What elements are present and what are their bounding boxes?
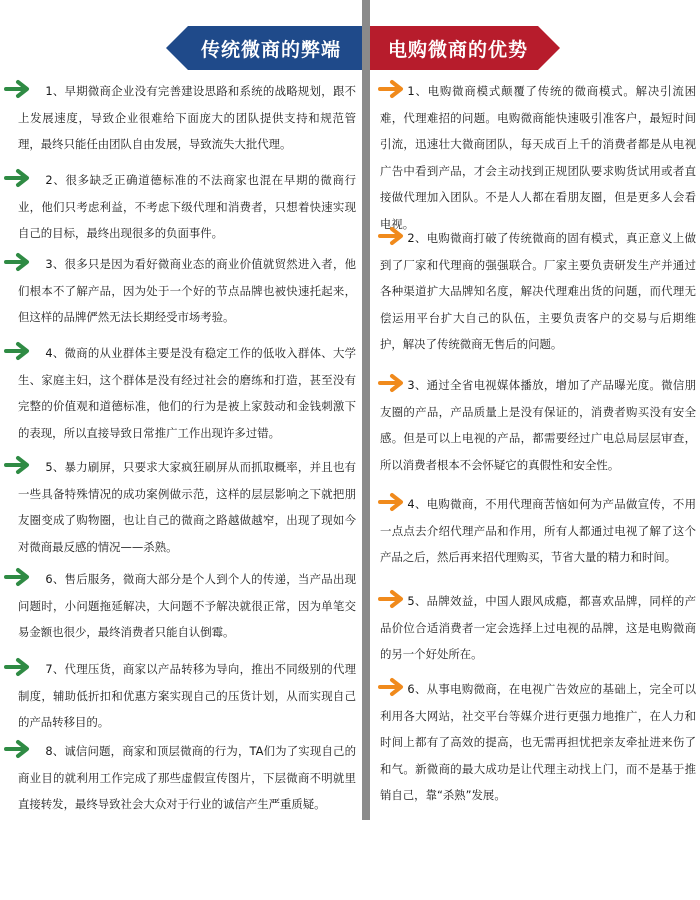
green-arrow-icon — [4, 566, 32, 588]
orange-arrow-icon — [378, 491, 406, 513]
right-item-text: 1、电购微商模式颠覆了传统的微商模式。解决引流困难，代理难招的问题。电购微商能快速吸引准客户，最短时间引流，迅速壮大微商团队，每天成百上千的消费者都是从电视广告中看到产品，才会主动找到正规团队要求购货试用或者直接做代理加入团队。不是人人都在看朋友圈，但是更多人会看电视。 — [380, 84, 696, 231]
left-item-text: 8、诚信问题，商家和顶层微商的行为，TA们为了实现自己的商业目的就利用工作完成了那些虚假宣传图片，下层微商不明就里直接转发，最终导致社会大众对于行业的诚信产生严重质疑。 — [18, 744, 356, 812]
left-item-text: 7、代理压货，商家以产品转移为导向，推出不同级别的代理制度，辅助低折扣和优惠方案实现自己的压货计划，从而实现自己的产品转移目的。 — [18, 662, 356, 730]
right-item-text: 6、从事电购微商，在电视广告效应的基础上，完全可以利用各大网站，社交平台等媒介进行更强力地推广，在人力和时间上都有了高效的提高，也无需再担忧把亲友牵扯进来伤了和气。新微商的最大成功是让代理主动找上门，而不是基于推销自己，靠“杀熟”发展。 — [380, 682, 696, 803]
right-item — [380, 588, 696, 668]
right-item-text: 3、通过全省电视媒体播放，增加了产品曝光度。微信朋友圈的产品，产品质量上是没有保证的，消费者购买没有安全感。但是可以上电视的产品，都需要经过广电总局层层审查，所以消费者根本不会怀疑它的真假性和安全性。 — [380, 378, 696, 472]
left-banner — [166, 26, 362, 70]
green-arrow-icon — [4, 656, 32, 678]
right-item-text: 4、电购微商，不用代理商苦恼如何为产品做宣传，不用一点点去介绍代理产品和作用，所有人都通过电视了解了这个产品之后，然后再来招代理购买，节省大量的精力和时间。 — [380, 497, 696, 565]
right-item — [380, 78, 696, 238]
left-item — [4, 656, 356, 736]
right-item — [380, 676, 696, 809]
left-item-text: 5、暴力刷屏，只要求大家疯狂刷屏从而抓取概率，并且也有一些具备特殊情况的成功案例做示范，这样的层层影响之下就把朋友圈变成了购物圈，也让自己的微商之路越做越窄，出现了现如今对微商最反感的情况——杀熟。 — [18, 460, 356, 554]
green-arrow-icon — [4, 340, 32, 362]
orange-arrow-icon — [378, 78, 406, 100]
orange-arrow-icon — [378, 588, 406, 610]
right-item — [380, 225, 696, 358]
left-banner-title: 传统微商的弊端 — [200, 38, 341, 61]
right-banner-title: 电购微商的优势 — [387, 38, 528, 61]
green-arrow-icon — [4, 78, 32, 100]
left-item-text: 2、很多缺乏正确道德标准的不法商家也混在早期的微商行业，他们只考虑利益，不考虑下级代理和消费者，只想着快速实现自己的目标，最终出现很多的负面事件。 — [18, 173, 356, 241]
left-item — [4, 566, 356, 646]
left-item-text: 6、售后服务，微商大部分是个人到个人的传递，当产品出现问题时，小问题拖延解决，大问题不予解决就很正常，因为单笔交易金额也很少，最终消费者只能自认倒霉。 — [18, 572, 356, 640]
left-item — [4, 738, 356, 818]
left-item — [4, 340, 356, 446]
green-arrow-icon — [4, 251, 32, 273]
left-item-text: 3、很多只是因为看好微商业态的商业价值就贸然进入者，他们根本不了解产品，因为处于一个好的节点品牌也被快速托起来，但这样的品牌俨然无法长期经受市场考验。 — [18, 257, 356, 325]
green-arrow-icon — [4, 167, 32, 189]
right-item-text: 5、品牌效益，中国人跟风成瘾，都喜欢品牌，同样的产品价位合适消费者一定会选择上过电视的品牌，这是电购微商的另一个好处所在。 — [380, 594, 696, 662]
left-item-text: 1、早期微商企业没有完善建设思路和系统的战略规划，跟不上发展速度，导致企业很难给下面庞大的团队提供支持和规范管理，最终只能任由团队自由发展，导致流失大批代理。 — [18, 84, 356, 152]
orange-arrow-icon — [378, 225, 406, 247]
left-item — [4, 167, 356, 247]
left-item — [4, 454, 356, 560]
right-banner — [370, 26, 560, 70]
orange-arrow-icon — [378, 372, 406, 394]
right-item — [380, 491, 696, 571]
left-item-text: 4、微商的从业群体主要是没有稳定工作的低收入群体、大学生、家庭主妇，这个群体是没有经过社会的磨练和打造，甚至没有完整的价值观和道德标准，他们的行为是被上家鼓动和金钱刺激下的表现，所以直接导致日常推广工作出现许多过错。 — [18, 346, 356, 440]
orange-arrow-icon — [378, 676, 406, 698]
center-divider — [362, 0, 370, 820]
left-item — [4, 251, 356, 331]
right-item — [380, 372, 696, 478]
right-item-text: 2、电购微商打破了传统微商的固有模式，真正意义上做到了厂家和代理商的强强联合。厂家主要负责研发生产并通过各种渠道扩大品牌知名度，解决代理难出货的问题，而代理无偿运用平台扩大自己的队伍，主要负责客户的交易与后期维护，解决了传统微商无售后的问题。 — [380, 231, 696, 352]
green-arrow-icon — [4, 454, 32, 476]
green-arrow-icon — [4, 738, 32, 760]
left-item — [4, 78, 356, 158]
